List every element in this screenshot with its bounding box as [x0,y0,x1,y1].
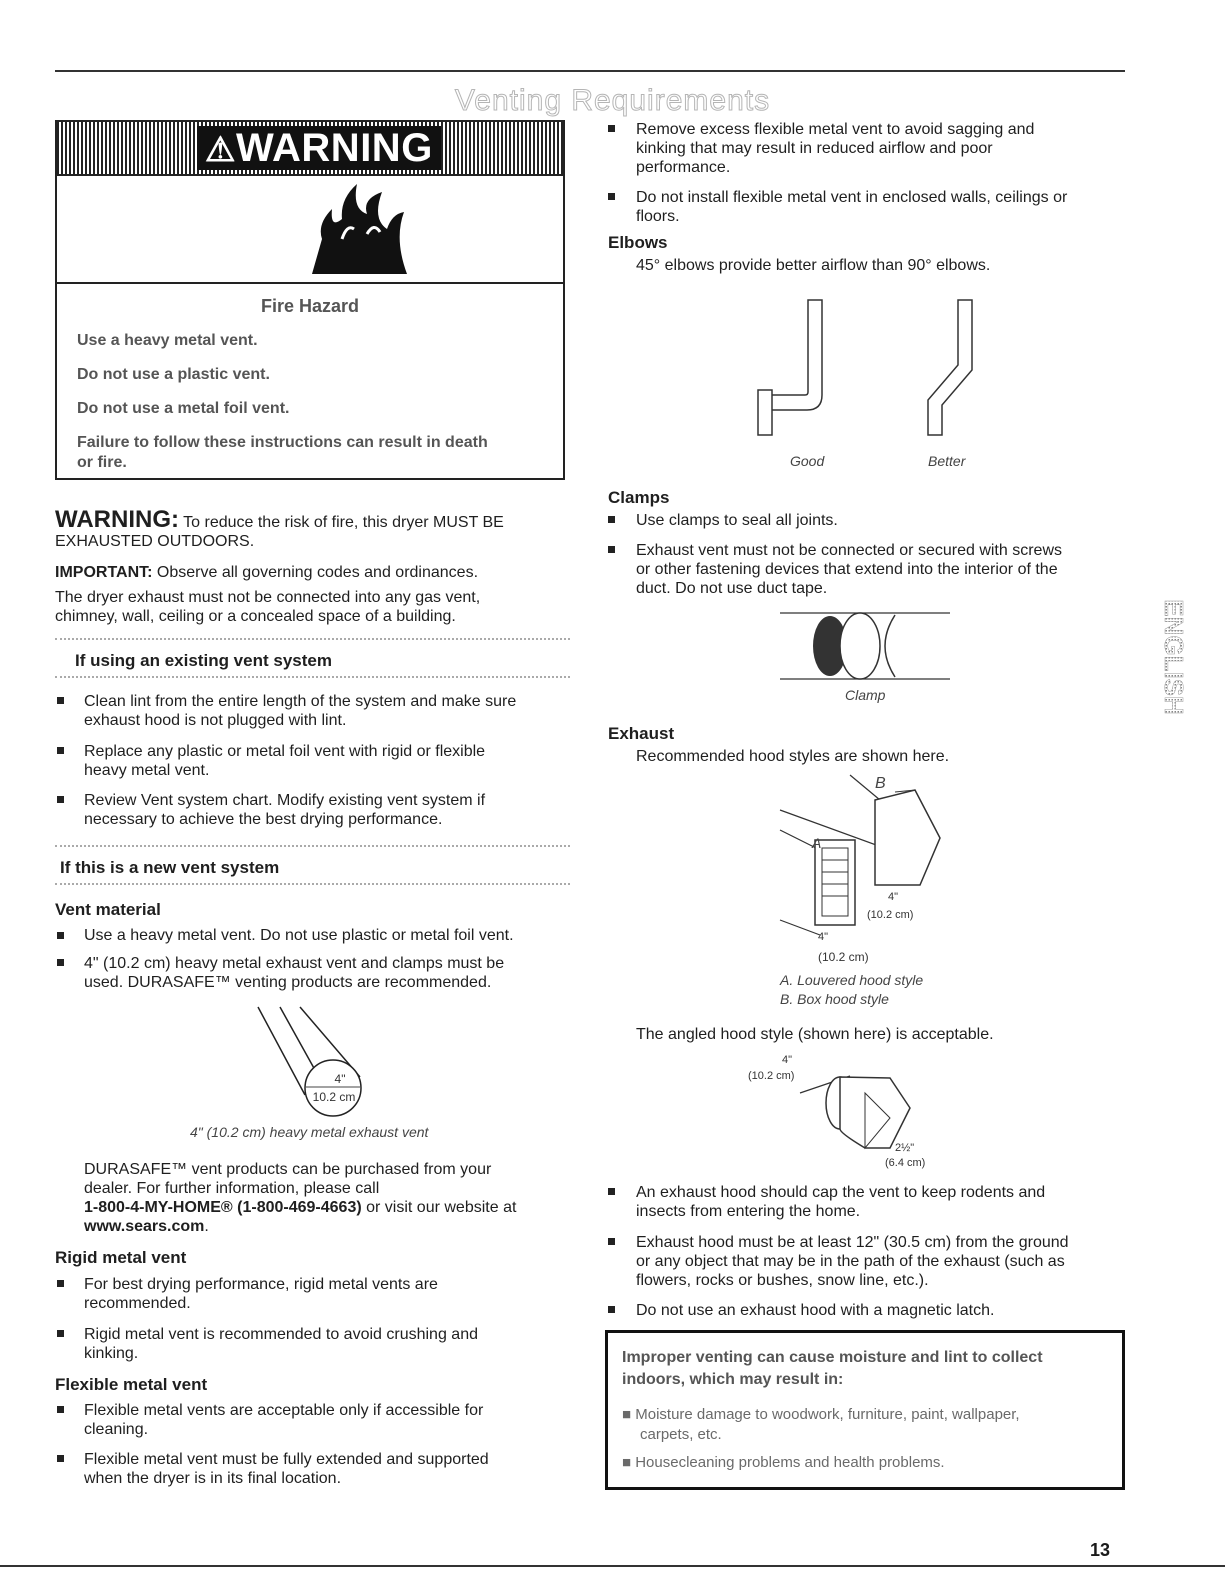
warning-triangle-icon: ⚠ [205,131,236,169]
clamps-heading: Clamps [608,488,670,507]
figure-cm-label: 10.2 cm [312,1090,356,1104]
angled-dim-cm: (10.2 cm) [748,1070,795,1082]
bottom-rule [0,1565,1225,1567]
rigid-heading: Rigid metal vent [55,1248,187,1267]
exhaust-bullet-3: Do not use an exhaust hood with a magnetic latch. [636,1302,995,1319]
exhaust-heading: Exhaust [608,724,675,743]
exhaust-vent-figure [250,1005,380,1115]
exhaust-bullet-2: Exhaust hood must be at least 12" (30.5 cm) from the ground or any object that may be in the path of the exhaust (such as flowers, rocks or bushes, snow line, etc.). [636,1234,1069,1289]
elbows-figure [730,295,980,445]
hazard-line: Do not use a plastic vent. [77,366,270,383]
vent-caption: 4" (10.2 cm) heavy metal exhaust vent [190,1124,429,1140]
bullet [608,1188,615,1195]
warning-paragraph: WARNING: To reduce the risk of fire, this dryer MUST BE EXHAUSTED OUTDOORS. [55,506,504,550]
existing-bullet-2: Replace any plastic or metal foil vent with rigid or flexible heavy metal vent. [84,743,486,779]
clamps-bullet-2: Exhaust vent must not be connected or secured with screws or other fastening devices that extend into the interior of the duct. Do not use duct tape. [636,542,1062,597]
clamps-bullet-1: Use clamps to seal all joints. [636,512,838,529]
clamp-caption: Clamp [845,687,886,703]
bullet [608,1306,615,1313]
warning-box [55,120,565,480]
flexible-bullet-1: Flexible metal vents are acceptable only if accessible for cleaning. [84,1402,484,1438]
caution-heading: Improper venting can cause moisture and lint to collect indoors, which may result in: [622,1349,1043,1388]
existing-vent-heading: If using an existing vent system [75,651,332,670]
bullet [608,193,615,200]
fire-hazard-area [57,174,563,284]
hood-dim-cm: (10.2 cm) [867,909,914,921]
bullet [57,747,64,754]
hood-dim-4in: 4" [888,891,899,903]
vent-material-heading: Vent material [55,900,161,919]
hood-dim-cm-b: (10.2 cm) [818,950,869,964]
angled-dim-2half: 2½" [895,1142,915,1154]
bullet [57,1280,64,1287]
warning-label: ⚠WARNING [197,126,441,170]
dotted-rule [55,638,570,640]
bullet [57,1330,64,1337]
louvered-caption: A. Louvered hood style [780,972,924,988]
warning-band [57,122,563,176]
figure-4in-label: 4" [334,1072,346,1086]
bullet [608,125,615,132]
dryer-paragraph: The dryer exhaust must not be connected into any gas vent, chimney, wall, ceiling or a concealed space of a building. [55,589,481,625]
warning-inline-label: WARNING: [55,506,179,533]
vent-material-bullet-2: 4" (10.2 cm) heavy metal exhaust vent and clamps must be used. DURASAFE™ venting products are recommended. [84,955,505,991]
angled-dim-64cm: (6.4 cm) [885,1157,926,1169]
bullet [57,796,64,803]
bullet [57,959,64,966]
new-vent-heading: If this is a new vent system [60,858,280,877]
hazard-line: Use a heavy metal vent. [77,332,258,349]
phone-number: 1-800-4-MY-HOME® (1-800-469-4663) [84,1199,362,1216]
fire-icon [57,174,563,282]
bullet [608,1238,615,1245]
hood-dim-4in-b: 4" [818,931,829,943]
dotted-rule [55,883,570,885]
exhaust-bullet-1: An exhaust hood should cap the vent to keep rodents and insects from entering the home. [636,1184,1046,1220]
bullet [57,697,64,704]
box-caption: B. Box hood style [780,991,889,1007]
bullet [57,1406,64,1413]
elbows-heading: Elbows [608,233,668,252]
hazard-title: Fire Hazard [260,296,360,316]
existing-bullet-1: Clean lint from the entire length of the system and make sure exhaust hood is not plugged with lint. [84,693,517,729]
durasafe-paragraph: DURASAFE™ vent products can be purchased from your dealer. For further information, please call 1-800-4-MY-HOME® (1-800-469-4663) or visit our website at www.sears.com. [84,1161,517,1235]
hazard-text [57,284,563,473]
language-side-tab [1150,565,1189,750]
elbow-better-caption: Better [928,453,966,469]
elbow-good-caption: Good [790,453,825,469]
clamp-figure [770,605,960,685]
elbows-text: 45° elbows provide better airflow than 90° elbows. [636,257,991,274]
angled-dim-4in: 4" [782,1054,793,1066]
caution-item-1: ■ Moisture damage to woodwork, furniture, paint, wallpaper, carpets, etc. [622,1406,1020,1443]
rigid-bullet-2: Rigid metal vent is recommended to avoid crushing and kinking. [84,1326,478,1362]
hood-styles-figure [770,770,970,945]
angled-hood-text: The angled hood style (shown here) is acceptable. [636,1026,994,1043]
bullet [608,546,615,553]
hazard-consequence: Failure to follow these instructions can result in death or fire. [77,434,488,471]
top-rule [55,70,1125,72]
important-paragraph: IMPORTANT: Observe all governing codes and ordinances. [55,564,479,581]
dotted-rule [55,676,570,678]
bullet [57,932,64,939]
rigid-bullet-1: For best drying performance, rigid metal vents are recommended. [84,1276,438,1312]
flex-remove-bullet: Remove excess flexible metal vent to avoid sagging and kinking that may result in reduced airflow and poor performance. [636,121,1035,176]
exhaust-text: Recommended hood styles are shown here. [636,748,950,765]
page-title: Venting Requirements [454,84,771,117]
side-tab-graphic [1150,565,1189,750]
caution-box [605,1330,1125,1490]
website-link[interactable]: www.sears.com [84,1218,205,1235]
flexible-heading: Flexible metal vent [55,1375,208,1394]
hood-label-b: B [875,775,886,792]
caution-item-2: ■ Housecleaning problems and health problems. [622,1454,945,1471]
flex-enclosed-bullet: Do not install flexible metal vent in enclosed walls, ceilings or floors. [636,189,1068,225]
vent-material-bullet-1: Use a heavy metal vent. Do not use plastic or metal foil vent. [84,927,514,944]
dotted-rule [55,845,570,847]
flexible-bullet-2: Flexible metal vent must be fully extended and supported when the dryer is in its final location. [84,1451,489,1487]
bullet [57,1455,64,1462]
existing-bullet-3: Review Vent system chart. Modify existing vent system if necessary to achieve the best drying performance. [84,792,486,828]
hazard-line: Do not use a metal foil vent. [77,400,290,417]
bullet [608,516,615,523]
angled-hood-figure [740,1048,950,1173]
side-tab-label: ENGLISH [1159,599,1189,715]
page-number: 13 [1090,1540,1111,1560]
hood-label-a: A [812,835,822,851]
